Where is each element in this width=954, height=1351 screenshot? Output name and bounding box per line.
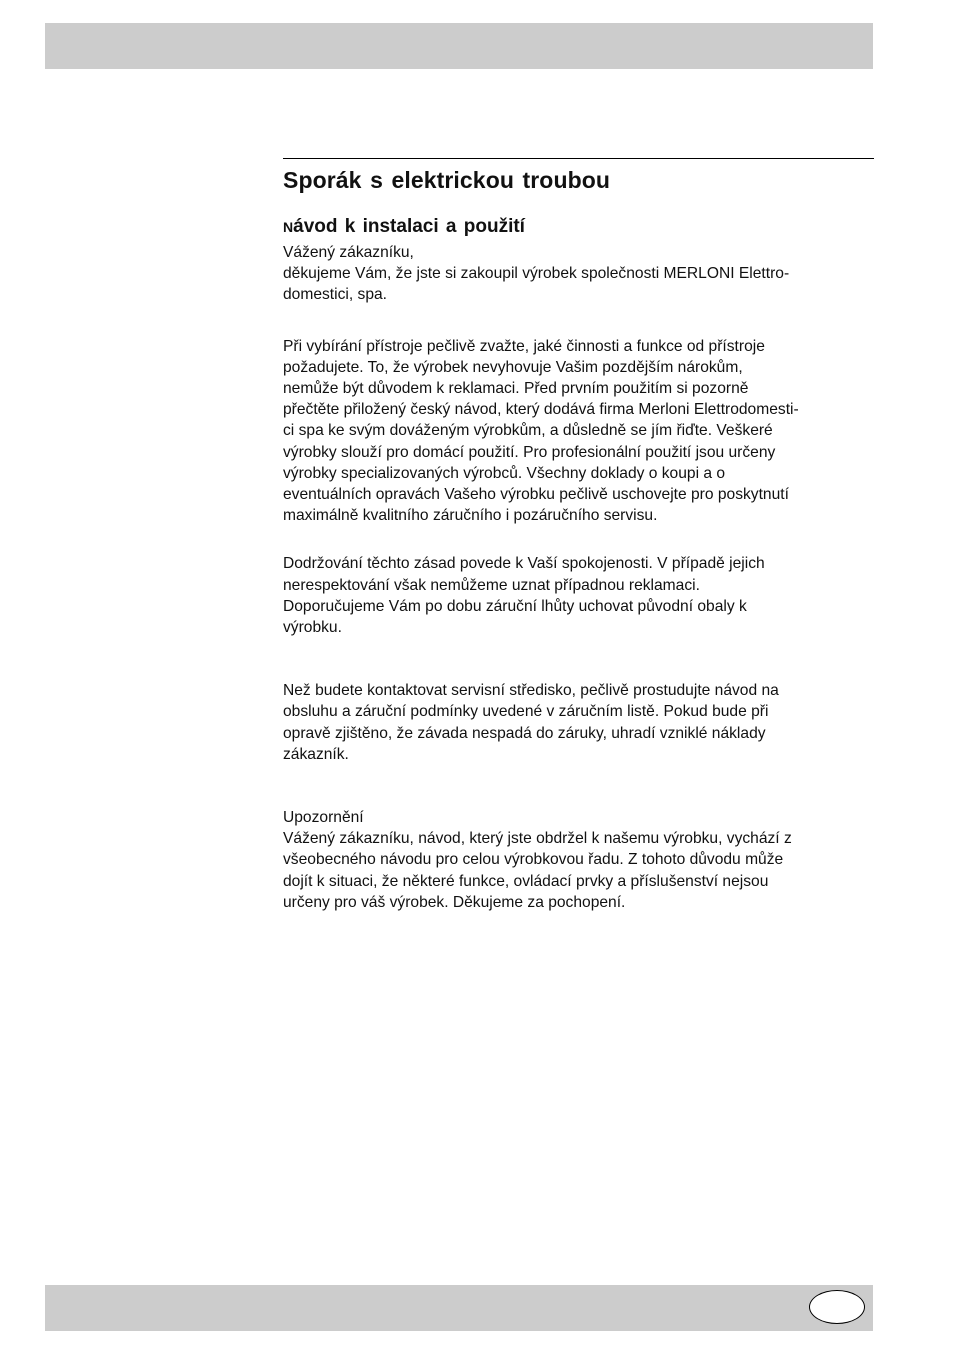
footer-band <box>45 1285 873 1331</box>
greeting-paragraph: Vážený zákazníku, děkujeme Vám, že jste si zakoupil výrobek společnosti MERLONI Elettro- domestici, spa. <box>283 244 790 304</box>
service-paragraph: Než budete kontaktovat servisní středisko, pečlivě prostudujte návod na obsluhu a záruční podmínky uvedené v záručním listě. Pokud bude při opravě zjištěno, že závada nespadá do záruky, uhradí vzniklé náklady zákazník. <box>283 682 779 763</box>
document-content <box>283 158 874 913</box>
document-subtitle <box>283 215 874 239</box>
choosing-paragraph: Při vybírání přístroje pečlivě zvažte, jaké činnosti a funkce od přístroje požadujete. To, že výrobek nevyhovuje Vašim pozdějším nárokům, nemůže být důvodem k reklamaci. Před prvním použitím si pozorně přečtěte přiložený český návod, který dodává firma Merloni Elettrodomesti- ci spa ke svým dováženým výrobkům, a důsledně se jím řiďte. Veškeré výrobky slouží pro domácí použití. Pro profesionální použití jsou určeny výrobky specializovaných výrobců. Všechny doklady o koupi a o eventuálních opravách Vašeho výrobku pečlivě uschovejte pro poskytnutí maximálně kvalitního záručního i pozáručního servisu. <box>283 337 799 525</box>
document-title: Sporák s elektrickou troubou <box>283 167 611 193</box>
rules-paragraph: Dodržování těchto zásad povede k Vaší spokojenosti. V případě jejich nerespektování však nemůžeme uznat případnou reklamaci. Doporučujeme Vám po dobu záruční lhůty uchovat původní obaly k výrobku. <box>283 555 765 637</box>
page-number-oval <box>809 1290 865 1324</box>
title-rule <box>283 158 874 159</box>
subtitle-initial: N <box>283 219 294 235</box>
notice-paragraph: Upozornění Vážený zákazníku, návod, který jste obdržel k našemu výrobku, vychází z všeobecného návodu pro celou výrobkovou řadu. Z tohoto důvodu může dojít k situaci, že některé funkce, ovládací prvky a příslušenství nejsou určeny pro váš výrobek. Děkujeme za pochopení. <box>283 809 792 911</box>
header-band <box>45 23 873 69</box>
subtitle-text: ávod k instalaci a použití <box>293 216 525 237</box>
